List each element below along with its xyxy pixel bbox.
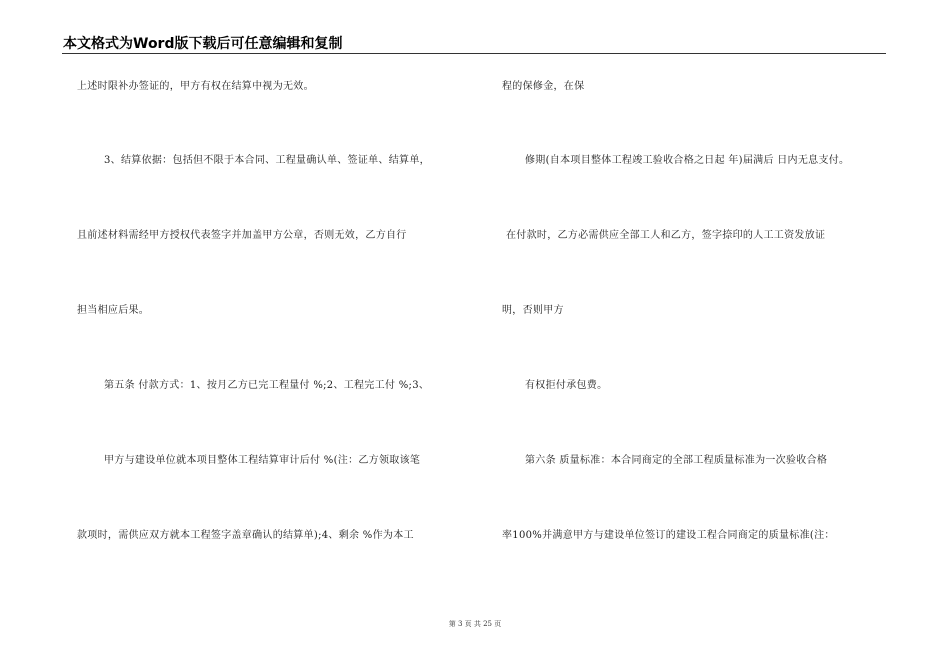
right-column <box>475 0 950 672</box>
left-line-4: 担当相应后果。 <box>77 305 150 316</box>
page-header-title: 本文格式为Word版下载后可任意编辑和复制 <box>63 36 343 52</box>
left-line-7: 款项时，需供应双方就本工程签字盖章确认的结算单);4、剩余 %作为本工 <box>77 530 414 541</box>
page-number: 第 3 页 共 25 页 <box>448 620 502 628</box>
right-line-5: 有权拒付承包费。 <box>525 380 608 391</box>
left-line-1: 上述时限补办签证的，甲方有权在结算中视为无效。 <box>77 81 314 92</box>
right-line-4: 明，否则甲方 <box>502 305 564 316</box>
left-line-5: 第五条 付款方式：1、按月乙方已完工程量付 %;2、工程完工付 %;3、 <box>104 380 430 391</box>
right-line-3: 在付款时，乙方必需供应全部工人和乙方，签字捺印的人工工资发放证 <box>506 230 826 241</box>
left-line-3: 且前述材料需经甲方授权代表签字并加盖甲方公章，否则无效，乙方自行 <box>77 230 407 241</box>
right-line-1: 程的保修金，在保 <box>502 81 585 92</box>
left-line-2: 3、结算依据：包括但不限于本合同、工程量确认单、签证单、结算单， <box>104 155 430 166</box>
right-line-7: 率100%并满意甲方与建设单位签订的建设工程合同商定的质量标准(注： <box>502 530 835 541</box>
right-line-6: 第六条 质量标准：本合同商定的全部工程质量标准为一次验收合格 <box>525 455 828 466</box>
left-line-6: 甲方与建设单位就本项目整体工程结算审计后付 %(注：乙方领取该笔 <box>104 455 421 466</box>
right-line-2: 修期(自本项目整体工程竣工验收合格之日起 年)届满后 日内无息支付。 <box>525 155 850 166</box>
